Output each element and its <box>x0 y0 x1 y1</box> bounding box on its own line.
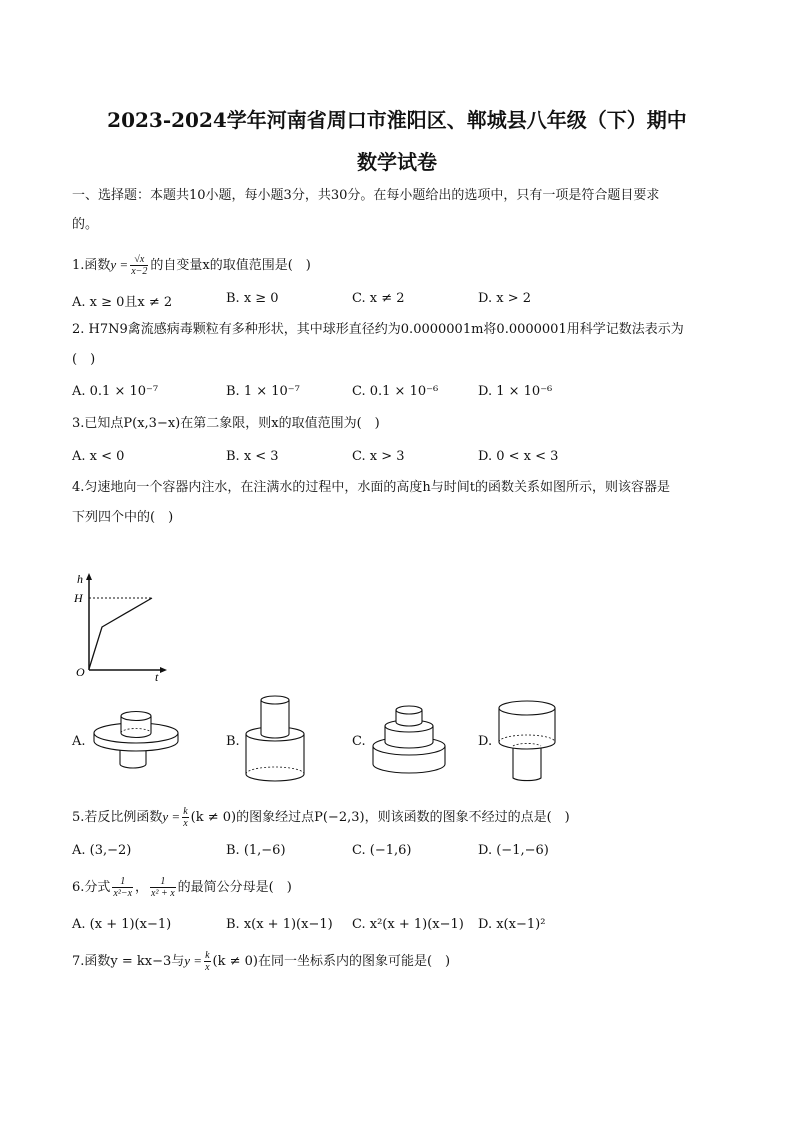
q1-option-a: A. x ≥ 0且x ≠ 2 <box>72 295 173 310</box>
q3-option-b: B. x < 3 <box>226 449 279 464</box>
graph-H-label: H <box>74 591 83 605</box>
page-title: 2023-2024学年河南省周口市淮阳区、郸城县八年级（下）期中 <box>107 108 687 132</box>
q7-suffix: (k ≠ 0)在同一坐标系内的图象可能是( ) <box>212 954 451 969</box>
question-4-line1: 4.匀速地向一个容器内注水，在注满水的过程中，水面的高度h与时间t的函数关系如图所示，则该容器是 <box>72 480 671 495</box>
q7-fraction <box>204 950 210 973</box>
q1-option-c: C. x ≠ 2 <box>352 291 405 306</box>
page-subtitle: 数学试卷 <box>357 150 437 174</box>
q5-suffix: (k ≠ 0)的图象经过点P(−2,3)，则该函数的图象不经过的点是( ) <box>190 810 570 825</box>
question-2-line1: 2. H7N9禽流感病毒颗粒有多种形状，其中球形直径约为0.0000001m将0.0000001用科学记数法表示为 <box>72 322 684 337</box>
q4-container-b <box>242 692 312 782</box>
q6-option-c: C. x²(x + 1)(x−1) <box>352 917 464 932</box>
question-6 <box>72 876 292 899</box>
q6-suffix: 的最简公分母是( ) <box>177 880 292 895</box>
q7-y-eq: y = <box>184 953 203 968</box>
q6-fraction-1 <box>112 876 133 899</box>
q5-option-b: B. (1,−6) <box>226 843 286 858</box>
q1-denominator: x−2 <box>131 266 148 277</box>
q6-prefix: 6.分式 <box>72 880 111 895</box>
graph-O-label: O <box>76 665 85 679</box>
q4-option-d: D. <box>478 734 493 749</box>
q7-numerator: k <box>205 950 210 961</box>
question-7 <box>72 950 450 973</box>
q6-separator: ， <box>135 880 149 895</box>
q2-option-d: D. 1 × 10⁻⁶ <box>478 384 553 399</box>
q1-y-eq: y = <box>110 257 129 272</box>
graph-y-arrow <box>86 573 92 580</box>
section-intro-line2: 的。 <box>72 217 99 232</box>
q2-option-a: A. 0.1 × 10⁻⁷ <box>72 384 159 399</box>
q6-option-b: B. x(x + 1)(x−1) <box>226 917 333 932</box>
question-2-line2: ( ) <box>72 352 96 367</box>
q5-prefix: 5.若反比例函数 <box>72 810 163 825</box>
q5-numerator: k <box>183 806 188 817</box>
section-intro-line1: 一、选择题：本题共10小题，每小题3分，共30分。在每小题给出的选项中，只有一项是符合题目要求 <box>72 188 660 203</box>
q5-y-eq: y = <box>162 809 181 824</box>
q3-option-d: D. 0 < x < 3 <box>478 449 559 464</box>
question-1 <box>72 254 311 277</box>
q1-numerator: √x <box>130 254 148 266</box>
q4-option-b: B. <box>226 734 240 749</box>
q1-option-b: B. x ≥ 0 <box>226 291 279 306</box>
q6-f2-denominator: x² + x <box>151 888 175 899</box>
q6-f1-denominator: x²−x <box>113 888 133 899</box>
graph-curve <box>89 598 152 669</box>
q5-denominator: x <box>183 818 188 829</box>
q4-container-a <box>88 706 188 776</box>
q5-option-a: A. (3,−2) <box>72 843 132 858</box>
q7-prefix: 7.函数y = kx−3与 <box>72 954 185 969</box>
graph-h-label: h <box>77 572 83 586</box>
q3-option-a: A. x < 0 <box>72 449 125 464</box>
q3-option-c: C. x > 3 <box>352 449 405 464</box>
q6-f1-numerator: 1 <box>112 876 133 888</box>
q2-option-c: C. 0.1 × 10⁻⁶ <box>352 384 439 399</box>
question-4-line2: 下列四个中的( ) <box>72 510 174 525</box>
q4-graph <box>70 570 180 682</box>
question-3: 3.已知点P(x,3−x)在第二象限，则x的取值范围为( ) <box>72 416 380 431</box>
graph-t-label: t <box>155 670 159 682</box>
q1-suffix: 的自变量x的取值范围是( ) <box>150 258 311 273</box>
q5-option-d: D. (−1,−6) <box>478 843 549 858</box>
q5-option-c: C. (−1,6) <box>352 843 412 858</box>
q6-option-d: D. x(x−1)² <box>478 917 546 932</box>
q1-prefix: 1.函数 <box>72 258 111 273</box>
q1-fraction <box>130 254 148 277</box>
question-5 <box>72 806 570 829</box>
q6-option-a: A. (x + 1)(x−1) <box>72 917 172 932</box>
q5-fraction <box>182 806 188 829</box>
q4-option-c: C. <box>352 734 366 749</box>
q6-f2-numerator: 1 <box>150 876 176 888</box>
q6-fraction-2 <box>150 876 176 899</box>
q7-denominator: x <box>205 962 210 973</box>
q4-container-d <box>495 698 561 784</box>
graph-x-arrow <box>160 667 167 673</box>
q4-option-a: A. <box>72 734 86 749</box>
q1-option-d: D. x > 2 <box>478 291 531 306</box>
q4-container-c <box>370 702 450 778</box>
q2-option-b: B. 1 × 10⁻⁷ <box>226 384 300 399</box>
